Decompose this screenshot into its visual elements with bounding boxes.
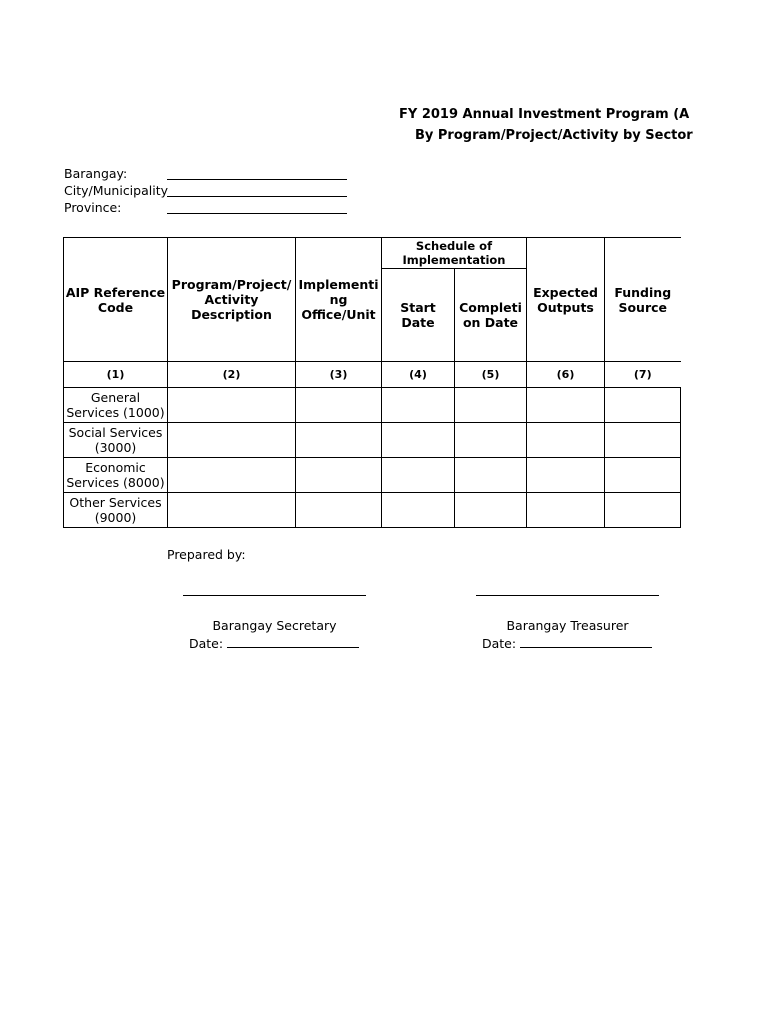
header-completion-date: Completi on Date — [455, 269, 527, 362]
treasurer-title: Barangay Treasurer — [506, 618, 629, 633]
table-cell[interactable] — [382, 493, 455, 528]
table-cell[interactable] — [296, 423, 382, 458]
table-cell[interactable] — [455, 493, 527, 528]
table-cell[interactable] — [605, 458, 681, 493]
table-cell[interactable] — [296, 388, 382, 423]
col-number: (7) — [605, 362, 681, 388]
table-cell[interactable] — [168, 423, 296, 458]
table-cell[interactable] — [527, 423, 605, 458]
table-cell[interactable] — [455, 388, 527, 423]
table-cell[interactable] — [168, 493, 296, 528]
table-cell[interactable] — [605, 423, 681, 458]
row-label: General Services (1000) — [64, 388, 168, 423]
table-row — [64, 493, 681, 528]
date-label: Date: — [189, 636, 224, 651]
barangay-field-line — [167, 179, 347, 180]
row-label: Other Services (9000) — [64, 493, 168, 528]
table-cell[interactable] — [605, 388, 681, 423]
table-cell[interactable] — [455, 423, 527, 458]
province-field-line — [167, 213, 347, 214]
date-label: Date: — [482, 636, 517, 651]
table-cell[interactable] — [296, 458, 382, 493]
table-cell[interactable] — [605, 493, 681, 528]
secretary-signature-line — [183, 595, 366, 596]
table-row — [64, 423, 681, 458]
city-field-line — [167, 196, 347, 197]
table-cell[interactable] — [527, 388, 605, 423]
header-schedule: Schedule of Implementation — [382, 238, 527, 269]
table-cell[interactable] — [527, 493, 605, 528]
table-cell[interactable] — [296, 493, 382, 528]
treasurer-date — [482, 636, 652, 651]
table-cell[interactable] — [527, 458, 605, 493]
table-cell[interactable] — [168, 458, 296, 493]
city-label: City/Municipality — [64, 183, 168, 198]
prepared-by-label: Prepared by: — [167, 547, 246, 562]
table-cell[interactable] — [382, 458, 455, 493]
table-cell[interactable] — [382, 423, 455, 458]
table-row — [64, 388, 681, 423]
table-cell[interactable] — [382, 388, 455, 423]
secretary-date — [189, 636, 359, 651]
col-number: (3) — [296, 362, 382, 388]
col-number: (4) — [382, 362, 455, 388]
table-cell[interactable] — [168, 388, 296, 423]
header-expected-outputs: Expected Outputs — [527, 238, 605, 362]
secretary-title: Barangay Secretary — [212, 618, 337, 633]
col-number: (6) — [527, 362, 605, 388]
header-program-description: Program/Project/ Activity Description — [168, 238, 296, 362]
header-implementing-office: Implementi ng Office/Unit — [296, 238, 382, 362]
row-label: Social Services (3000) — [64, 423, 168, 458]
date-line — [520, 636, 652, 648]
header-start-date: Start Date — [382, 269, 455, 362]
row-label: Economic Services (8000) — [64, 458, 168, 493]
col-number: (5) — [455, 362, 527, 388]
col-number: (2) — [168, 362, 296, 388]
table-cell[interactable] — [455, 458, 527, 493]
header-funding-source: Funding Source — [605, 238, 681, 362]
header-aip-code: AIP Reference Code — [64, 238, 168, 362]
date-line — [227, 636, 359, 648]
aip-table — [63, 237, 681, 528]
document-subtitle: By Program/Project/Activity by Sector — [415, 128, 693, 143]
col-number: (1) — [64, 362, 168, 388]
treasurer-signature-line — [476, 595, 659, 596]
province-label: Province: — [64, 200, 122, 215]
table-row — [64, 458, 681, 493]
document-title: FY 2019 Annual Investment Program (A — [399, 107, 690, 122]
barangay-label: Barangay: — [64, 166, 128, 181]
